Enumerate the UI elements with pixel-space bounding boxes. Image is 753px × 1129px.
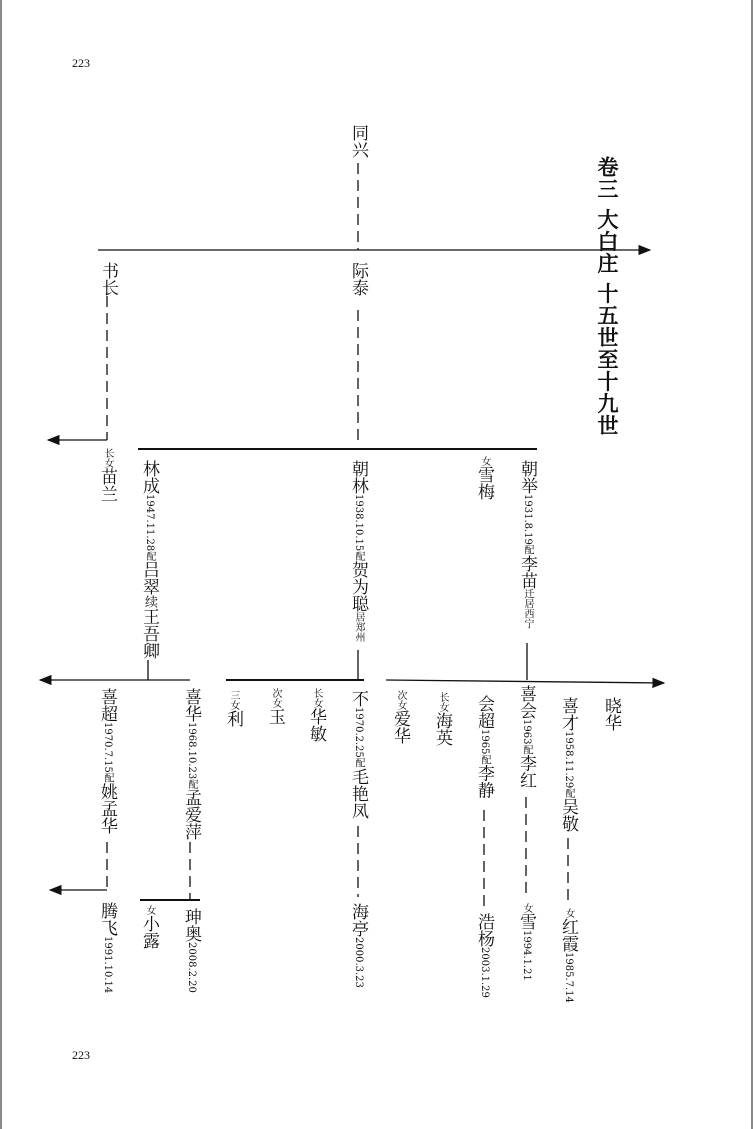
spouse-name: 吴敬 xyxy=(558,798,578,833)
rank-label: 长女 xyxy=(437,692,448,712)
pei-label: 配 xyxy=(563,788,574,799)
birth-date: 1991.10.14 xyxy=(102,936,113,994)
person-xiaolu xyxy=(140,905,157,949)
person-xiaohua: 晓华 xyxy=(601,697,621,731)
person-chaolin xyxy=(349,460,366,642)
person-xichao xyxy=(98,688,115,834)
person-name: 红霞 xyxy=(558,918,578,952)
gen15-tongxing: 同兴 xyxy=(348,124,368,158)
person-tengfei xyxy=(98,902,115,993)
person-name: 苗兰 xyxy=(97,468,117,502)
spouse-name: 李苗 xyxy=(517,554,537,589)
person-lincheng xyxy=(140,460,157,659)
rank-label: 三女 xyxy=(228,690,239,710)
birth-date: 1963 xyxy=(521,719,532,745)
pei-label: 配 xyxy=(522,544,533,555)
spouse-name: 姚孟华 xyxy=(97,782,117,834)
rank-label: 长女 xyxy=(311,688,322,708)
person-name: 海亭 xyxy=(348,903,368,937)
rank-label: 女 xyxy=(479,456,490,466)
spouse-name: 孟爱萍 xyxy=(181,789,201,841)
birth-date: 1970.7.15 xyxy=(102,722,113,773)
spouse2-name: 王吾卿 xyxy=(139,608,159,660)
birth-date: 1931.8.19 xyxy=(522,494,533,545)
birth-date: 1970.2.25 xyxy=(353,707,364,758)
person-name: 会超 xyxy=(474,695,494,729)
spouse-name: 吕翠 xyxy=(139,561,159,596)
pei-label: 配 xyxy=(353,757,364,768)
person-xihua xyxy=(182,688,199,840)
birth-date: 1965 xyxy=(479,729,490,755)
birth-date: 2000.3.23 xyxy=(353,937,364,988)
person-xue xyxy=(517,903,534,981)
person-name: 海英 xyxy=(432,712,452,746)
person-name: 林成 xyxy=(139,460,159,494)
person-xihui xyxy=(517,685,534,788)
xu-label: 续 xyxy=(142,595,157,609)
rank-label: 次女 xyxy=(395,690,406,710)
person-name: 不 xyxy=(348,690,368,707)
arrow-chaoju xyxy=(386,680,664,683)
person-aihua xyxy=(391,690,408,744)
person-name: 朝举 xyxy=(517,460,537,494)
gen16-jitai: 际泰 xyxy=(348,262,368,296)
spouse-name: 毛艳凤 xyxy=(348,767,368,819)
volume-title: 卷三 大白庄 十五世至十九世 xyxy=(595,156,620,437)
spouse-name: 李红 xyxy=(516,754,536,789)
person-miaolan xyxy=(98,448,115,502)
residence-note: 迁居西宁 xyxy=(522,588,533,629)
pei-label: 配 xyxy=(521,744,532,755)
person-name: 小露 xyxy=(139,915,159,949)
person-bu xyxy=(349,690,366,819)
rank-label: 长女 xyxy=(102,448,113,468)
birth-date: 1985.7.14 xyxy=(563,952,574,1003)
person-yu xyxy=(266,688,283,725)
person-haiting xyxy=(349,903,366,988)
person-name: 腾飞 xyxy=(97,902,117,936)
person-huichao xyxy=(475,695,492,798)
pei-label: 配 xyxy=(353,551,364,562)
birth-date: 1938.10.15 xyxy=(353,494,364,552)
person-name: 雪 xyxy=(516,913,536,930)
person-name: 喜超 xyxy=(97,688,117,722)
spouse-name: 贺为聪 xyxy=(348,561,368,613)
pei-label: 配 xyxy=(144,551,155,562)
person-name: 朝林 xyxy=(348,460,368,494)
person-name: 华敏 xyxy=(306,708,326,742)
rank-label: 次女 xyxy=(270,688,281,708)
gen16-shuchang: 书长 xyxy=(98,262,118,296)
person-name: 玉 xyxy=(265,708,285,725)
person-xuemei xyxy=(475,456,492,500)
rank-label: 女 xyxy=(521,903,532,913)
person-name: 雪梅 xyxy=(474,466,494,500)
person-name: 爱华 xyxy=(390,710,410,744)
page-number-bottom: 223 xyxy=(72,1048,90,1062)
person-huamin xyxy=(307,688,324,742)
residence-note: 居郑州 xyxy=(353,612,364,643)
pei-label: 配 xyxy=(479,754,490,765)
person-xicai xyxy=(559,697,576,832)
birth-date: 1994.1.21 xyxy=(521,930,532,981)
person-haiying xyxy=(433,692,450,746)
rank-label: 女 xyxy=(563,908,574,918)
person-chaoju xyxy=(518,460,535,629)
birth-date: 1958.11.29 xyxy=(563,731,574,789)
birth-date: 2008.2.20 xyxy=(186,942,197,993)
person-name: 喜会 xyxy=(516,685,536,719)
page-number-top: 223 xyxy=(72,56,90,70)
spouse-name: 李静 xyxy=(474,764,494,799)
pei-label: 配 xyxy=(102,772,113,783)
birth-date: 1968.10.23 xyxy=(186,722,197,780)
person-shenao xyxy=(182,908,199,993)
person-name: 喜才 xyxy=(558,697,578,731)
person-name: 利 xyxy=(223,710,243,727)
person-li xyxy=(224,690,241,727)
birth-date: 1947.11.28 xyxy=(144,494,155,552)
person-haoyang xyxy=(475,913,492,998)
person-name: 浩杨 xyxy=(474,913,494,947)
rank-label: 女 xyxy=(144,905,155,915)
person-name: 珅奥 xyxy=(181,908,201,942)
person-name: 喜华 xyxy=(181,688,201,722)
person-hongxia xyxy=(559,908,576,1003)
pei-label: 配 xyxy=(186,779,197,790)
birth-date: 2003.1.29 xyxy=(479,947,490,998)
